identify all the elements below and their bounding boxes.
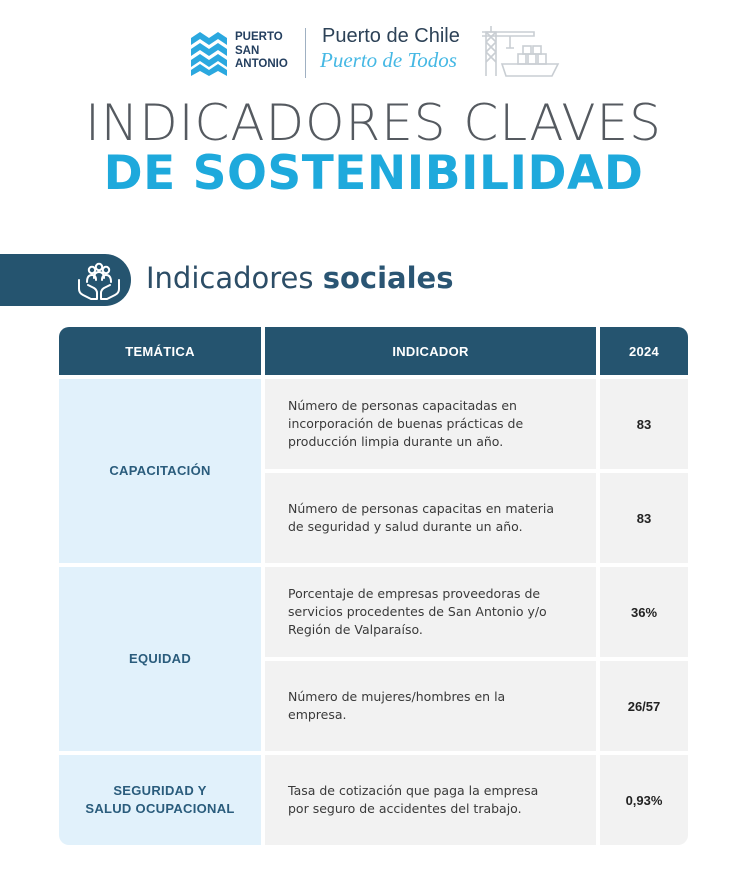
- logo-line-1: PUERTO: [235, 31, 283, 43]
- value-cell: [600, 379, 688, 469]
- page-title-line-1: INDICADORES CLAVES: [85, 94, 662, 152]
- indicator-cell: [265, 379, 596, 469]
- theme-label: EQUIDAD: [128, 651, 192, 666]
- value-text: 36%: [630, 604, 658, 620]
- theme-label: SEGURIDAD Y SALUD OCUPACIONAL: [85, 783, 235, 816]
- indicator-cell: [265, 661, 596, 751]
- logo-line-3: ANTONIO: [235, 58, 288, 70]
- logo-wordmark: [235, 31, 288, 72]
- header: [0, 0, 747, 95]
- indicator-text: Porcentaje de empresas proveedoras de servicios procedentes de San Antonio y/o Región de Valparaíso.: [288, 586, 547, 637]
- value-text: 83: [636, 510, 652, 526]
- section-title-bold: sociales: [322, 261, 454, 295]
- waves-logo-icon: [190, 31, 228, 77]
- column-header-year: 2024: [600, 327, 688, 375]
- value-cell: [600, 755, 688, 845]
- value-cell: [600, 567, 688, 657]
- logo-line-2: SAN: [235, 44, 260, 57]
- theme-cell: [59, 379, 261, 563]
- value-text: 83: [636, 416, 652, 432]
- indicator-text: Número de personas capacitas en materia de seguridad y salud durante un año.: [288, 501, 555, 534]
- section-title-regular: Indicadores: [146, 261, 323, 295]
- theme-cell: [59, 755, 261, 845]
- value-cell: [600, 661, 688, 751]
- hands-people-icon: [76, 258, 122, 304]
- value-text: 0,93%: [625, 792, 663, 808]
- logo-divider: [305, 28, 306, 78]
- column-header-theme: TEMÁTICA: [59, 327, 261, 375]
- theme-cell: [59, 567, 261, 751]
- page-title-line-2: DE SOSTENIBILIDAD: [103, 146, 644, 201]
- indicator-text: Número de personas capacitadas en incorporación de buenas prácticas de producción limpia durante un año.: [288, 398, 524, 449]
- value-text: 26/57: [627, 698, 661, 714]
- indicator-text: Tasa de cotización que paga la empresa por seguro de accidentes del trabajo.: [288, 783, 539, 816]
- indicator-cell: [265, 567, 596, 657]
- section-title: [146, 258, 453, 298]
- brand-title: Puerto de Chile: [322, 25, 460, 47]
- indicator-text: Número de mujeres/hombres en la empresa.: [288, 689, 506, 722]
- indicator-cell: [265, 473, 596, 563]
- column-header-indicator: INDICADOR: [265, 327, 596, 375]
- crane-ship-icon: [480, 24, 560, 80]
- brand-slogan: Puerto de Todos: [320, 48, 457, 72]
- value-cell: [600, 473, 688, 563]
- indicator-cell: [265, 755, 596, 845]
- theme-label: CAPACITACIÓN: [109, 463, 211, 478]
